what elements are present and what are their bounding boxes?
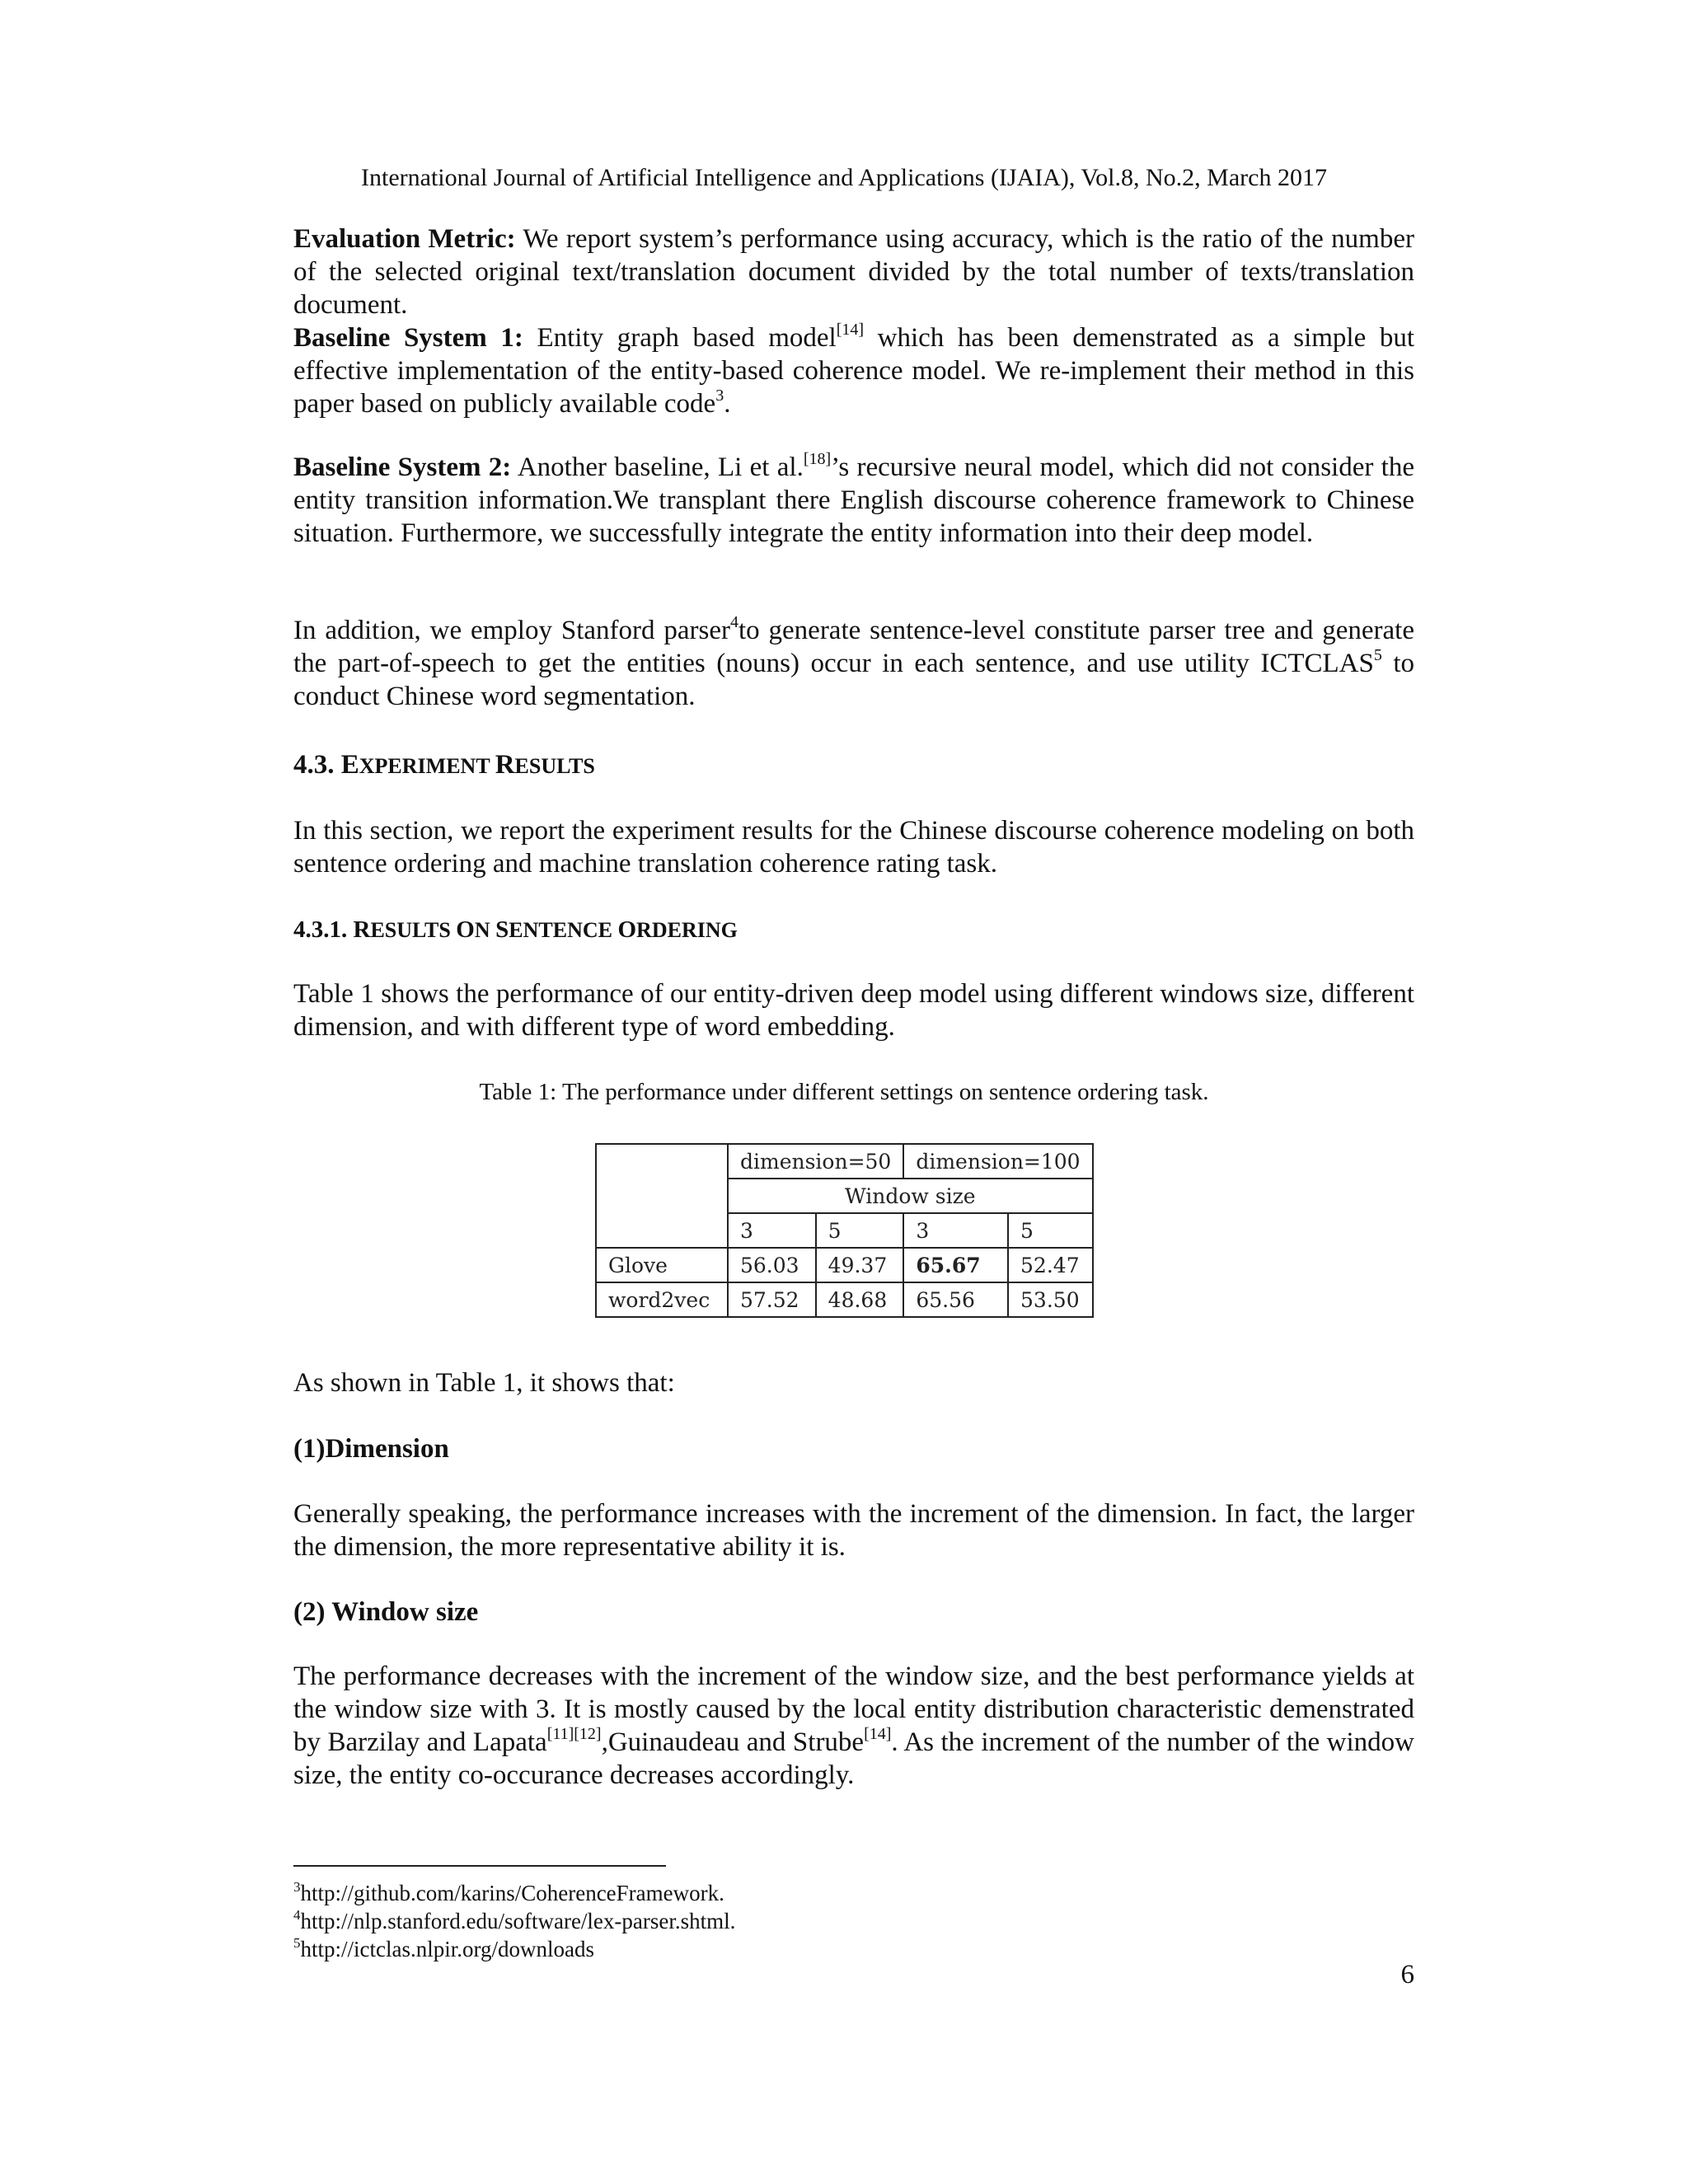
addition-block	[293, 614, 1414, 713]
window-size-paragraph	[293, 1660, 1414, 1792]
value-cell: 48.68	[816, 1282, 904, 1317]
window-cell: 5	[816, 1213, 904, 1248]
footnote-marker: 3	[715, 387, 724, 405]
table-intro-block	[293, 977, 1414, 1043]
addition-text: to generate sentence-level constitute parser tree and generate the part-of-speech to get the entities (nouns) occur in each sentence, and use utility ICTCLAS	[293, 616, 1414, 678]
value-cell: 52.47	[1008, 1248, 1093, 1282]
footnote-number: 5	[293, 1935, 301, 1951]
section-title-part: N	[474, 918, 496, 942]
footnote	[293, 1907, 1365, 1935]
value-cell: 57.52	[728, 1282, 816, 1317]
footnote-link[interactable]: http://github.com/karins/CoherenceFramework.	[300, 1881, 724, 1905]
section-title-part: R	[495, 750, 515, 780]
eval-baseline1-block	[293, 223, 1414, 420]
footnote-link[interactable]: http://ictclas.nlpir.org/downloads	[300, 1937, 594, 1961]
section-title-part: ESULTS	[514, 754, 595, 778]
section-title-part: ENTENCE	[509, 918, 618, 942]
section-title-part: E	[340, 750, 359, 780]
window-size-text: . As the increment of the number of the window size, the entity co-occurance decreases accordingly.	[293, 1727, 1414, 1790]
section-4-3-paragraph: In this section, we report the experiment results for the Chinese discourse coherence modeling on both sentence ordering and machine translation coherence rating task.	[293, 816, 1414, 879]
addition-text: In addition, we employ Stanford parser	[293, 616, 730, 645]
citation: [14]	[836, 321, 865, 339]
window-heading-block	[293, 1596, 1414, 1629]
section-4-3-text	[293, 814, 1414, 880]
baseline1-label: Baseline System 1:	[293, 323, 523, 353]
section-4-3-heading	[293, 748, 1414, 783]
value-cell: 65.56	[903, 1282, 1008, 1317]
table-caption: Table 1: The performance under different settings on sentence ordering task.	[479, 1079, 1209, 1105]
baseline2-text: ’s recursive neural model, which did not consider the entity transition information.We transplant there English discourse coherence framework to Chinese situation. Furthermore, we successfully integrate the entity information into their deep model.	[293, 452, 1414, 548]
row-label: word2vec	[596, 1282, 728, 1317]
baseline2-paragraph	[293, 451, 1414, 550]
baseline2-label: Baseline System 2:	[293, 452, 512, 482]
dimension-text-block	[293, 1497, 1414, 1563]
window-size-heading: (2) Window size	[293, 1597, 479, 1627]
empty-corner-cell	[596, 1144, 728, 1248]
dimension-50-header: dimension=50	[728, 1144, 903, 1179]
window-size-text: ,Guinaudeau and Strube	[601, 1727, 865, 1757]
footnote-number: 4	[293, 1907, 301, 1923]
footnote-link[interactable]: http://nlp.stanford.edu/software/lex-parser.shtml.	[300, 1909, 736, 1933]
window-size-text: The performance decreases with the increment of the window size, and the best performance yields at the window size with 3. It is mostly caused by the local entity distribution characteristic demenstrated by Barzilay and Lapata	[293, 1661, 1414, 1757]
section-number: 4.3.	[293, 750, 341, 780]
dimension-heading-block	[293, 1432, 1414, 1465]
section-title-part: O	[617, 916, 637, 943]
evaluation-metric-paragraph	[293, 223, 1414, 321]
row-label: Glove	[596, 1248, 728, 1282]
section-title-part: ESULTS	[370, 918, 457, 942]
addition-paragraph	[293, 614, 1414, 713]
section-title-part: S	[495, 916, 509, 943]
table-header-row	[596, 1144, 1093, 1179]
footnote	[293, 1879, 1365, 1907]
baseline2-block	[293, 451, 1414, 550]
section-4-3-1-heading	[293, 913, 1414, 947]
table-row	[596, 1282, 1093, 1317]
value-cell: 53.50	[1008, 1282, 1093, 1317]
window-cell: 5	[1008, 1213, 1093, 1248]
section-title-part: XPERIMENT	[359, 754, 495, 778]
table-row	[596, 1248, 1093, 1282]
table-intro-paragraph: Table 1 shows the performance of our entity-driven deep model using different windows size, different dimension, and with different type of word embedding.	[293, 979, 1414, 1042]
footnote-number: 3	[293, 1879, 301, 1895]
baseline1-text: which has been demenstrated as a simple but effective implementation of the entity-based coherence model. We re-implement their method in this paper based on publicly available code	[293, 323, 1415, 419]
footnote-marker: 5	[1373, 646, 1382, 664]
addition-text: to conduct Chinese word segmentation.	[293, 649, 1414, 711]
baseline1-text: Entity graph based model	[523, 323, 837, 353]
as-shown-block	[293, 1366, 1414, 1399]
citation: [11][12]	[546, 1725, 602, 1743]
section-title-part: O	[456, 916, 475, 943]
best-value-cell: 65.67	[903, 1248, 1008, 1282]
evaluation-metric-text: We report system’s performance using accuracy, which is the ratio of the number of the selected original text/translation document divided by the total number of texts/translation document.	[293, 224, 1414, 320]
section-title-part: RDERING	[636, 918, 738, 942]
footnotes	[293, 1879, 1365, 1963]
citation: [18]	[803, 450, 832, 468]
baseline1-paragraph	[293, 321, 1414, 420]
as-shown-paragraph: As shown in Table 1, it shows that:	[293, 1368, 675, 1398]
footnote	[293, 1935, 1365, 1963]
baseline2-text: Another baseline, Li et al.	[511, 452, 804, 482]
window-size-header: Window size	[728, 1179, 1093, 1213]
baseline1-text: .	[724, 389, 731, 419]
page-number: 6	[1400, 1960, 1414, 1990]
window-cell: 3	[728, 1213, 816, 1248]
dimension-100-header: dimension=100	[903, 1144, 1092, 1179]
citation: [14]	[864, 1725, 892, 1743]
evaluation-metric-label: Evaluation Metric:	[293, 224, 516, 254]
window-cell: 3	[903, 1213, 1008, 1248]
results-table	[595, 1143, 1094, 1318]
running-header: International Journal of Artificial Intelligence and Applications (IJAIA), Vol.8, No.2, March 2017	[361, 164, 1327, 191]
section-number: 4.3.1.	[293, 916, 354, 943]
section-title-part: R	[353, 916, 371, 943]
footnote-marker: 4	[729, 613, 738, 631]
dimension-heading: (1)Dimension	[293, 1434, 449, 1464]
footnote-divider	[293, 1865, 666, 1867]
dimension-paragraph: Generally speaking, the performance increases with the increment of the dimension. In fact, the larger the dimension, the more representative ability it is.	[293, 1499, 1414, 1562]
value-cell: 49.37	[816, 1248, 904, 1282]
value-cell: 56.03	[728, 1248, 816, 1282]
window-text-block	[293, 1660, 1414, 1792]
